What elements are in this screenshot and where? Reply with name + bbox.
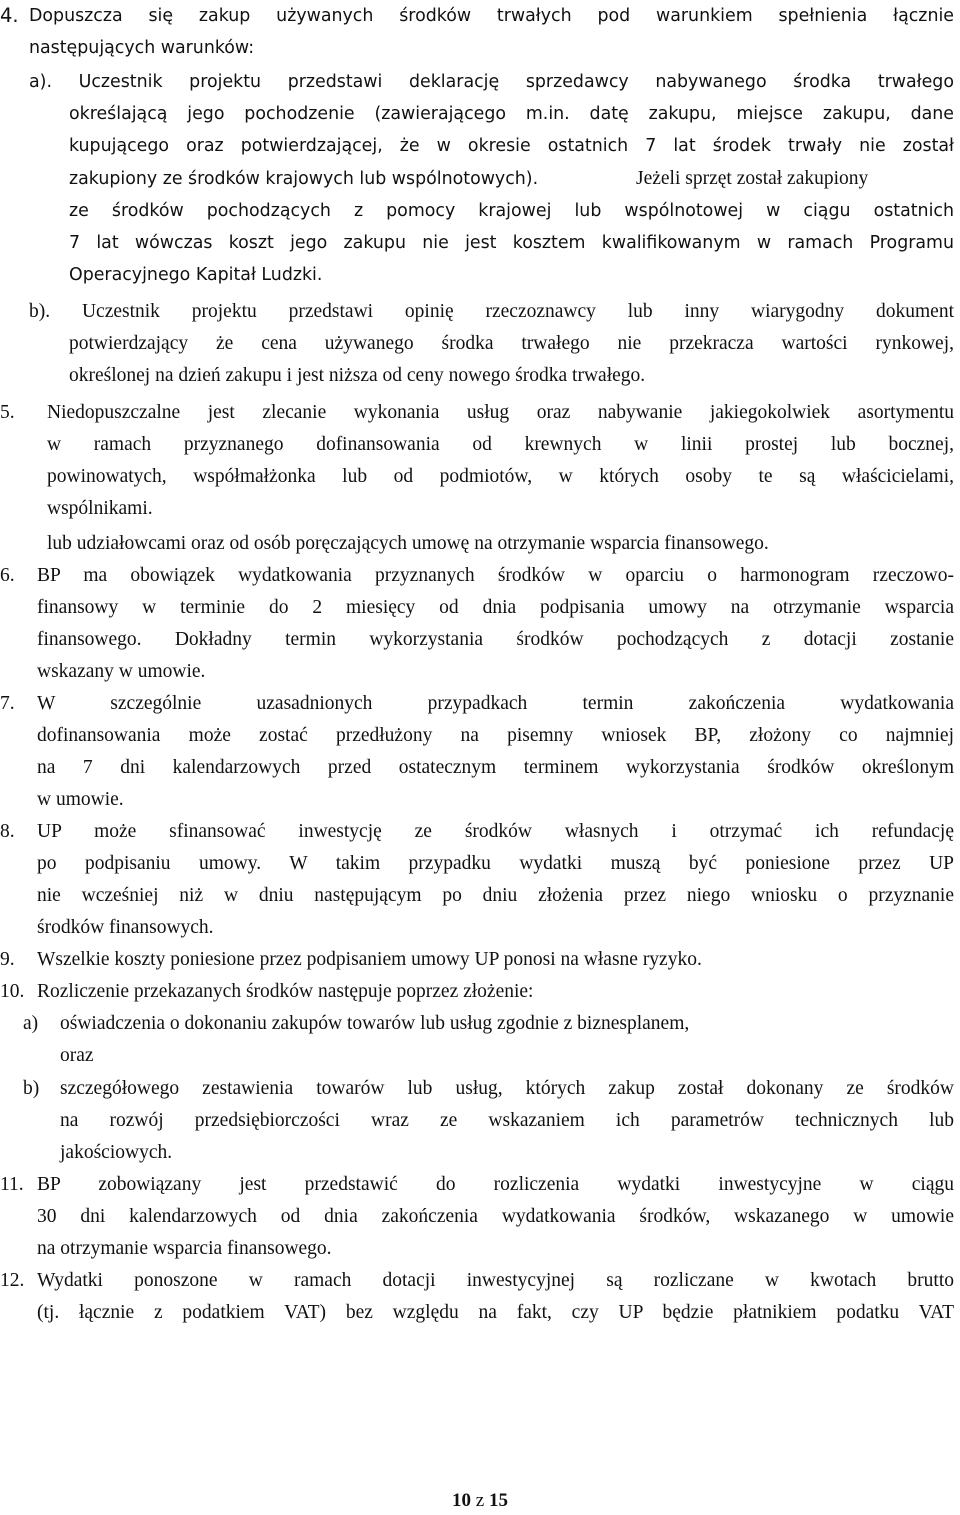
paragraph-line: dofinansowania może zostać przedłużony na pisemny wniosek BP, złożony co najmniej	[37, 725, 954, 746]
paragraph-line: określonej na dzień zakupu i jest niższa od ceny nowego środka trwałego.	[69, 365, 646, 386]
paragraph-line: a). Uczestnik projektu przedstawi deklarację sprzedawcy nabywanego środka trwałego	[29, 72, 954, 92]
page-current: 10	[452, 1490, 472, 1511]
paragraph-line: określającą jego pochodzenie (zawierającego m.in. datę zakupu, miejsce zakupu, dane	[69, 104, 954, 124]
paragraph-line: Jeżeli sprzęt został zakupiony	[636, 168, 869, 189]
paragraph-line: wspólnikami.	[47, 498, 153, 519]
paragraph-line: (tj. łącznie z podatkiem VAT) bez względu na fakt, czy UP będzie płatnikiem podatku VAT	[37, 1302, 954, 1323]
item-number: 9.	[0, 949, 15, 970]
paragraph-line: szczegółowego zestawienia towarów lub usług, których zakup został dokonany ze środków	[60, 1078, 954, 1099]
paragraph-line: Operacyjnego Kapitał Ludzki.	[69, 265, 323, 285]
item-number: 8.	[0, 821, 15, 842]
paragraph-line: na otrzymanie wsparcia finansowego.	[37, 1238, 332, 1259]
paragraph-line: oraz	[60, 1045, 94, 1066]
paragraph-line: BP ma obowiązek wydatkowania przyznanych środków w oparciu o harmonogram rzeczowo-	[37, 565, 954, 586]
paragraph-line: finansowego. Dokładny termin wykorzystania środków pochodzących z dotacji zostanie	[37, 629, 954, 650]
paragraph-line: b). Uczestnik projektu przedstawi opinię rzeczoznawcy lub inny wiarygodny dokument	[29, 301, 954, 322]
paragraph-line: powinowatych, współmałżonka lub od podmiotów, w których osoby te są właścicielami,	[47, 466, 954, 487]
paragraph-line: UP może sfinansować inwestycję ze środków własnych i otrzymać ich refundację	[37, 821, 954, 842]
subitem-label: a)	[23, 1013, 39, 1034]
subitem-label: b)	[23, 1078, 40, 1099]
item-number: 6.	[0, 565, 15, 586]
paragraph-line: lub udziałowcami oraz od osób poręczających umowę na otrzymanie wsparcia finansowego.	[47, 533, 769, 554]
paragraph-line: W szczególnie uzasadnionych przypadkach termin zakończenia wydatkowania	[37, 693, 954, 714]
paragraph-line: oświadczenia o dokonaniu zakupów towarów lub usług zgodnie z biznesplanem,	[60, 1013, 690, 1034]
paragraph-line: jakościowych.	[60, 1142, 173, 1163]
paragraph-line: ze środków pochodzących z pomocy krajowej lub wspólnotowej w ciągu ostatnich	[69, 201, 954, 221]
item-number: 4.	[0, 4, 19, 27]
paragraph-line: po podpisaniu umowy. W takim przypadku wydatki muszą być poniesione przez UP	[37, 853, 954, 874]
paragraph-line: w ramach przyznanego dofinansowania od krewnych w linii prostej lub bocznej,	[47, 434, 954, 455]
paragraph-line: na 7 dni kalendarzowych przed ostatecznym terminem wykorzystania środków określonym	[37, 757, 954, 778]
paragraph-line: Dopuszcza się zakup używanych środków trwałych pod warunkiem spełnienia łącznie	[29, 6, 954, 26]
item-number: 5.	[0, 402, 15, 423]
paragraph-line: środków finansowych.	[37, 917, 214, 938]
paragraph-line: następujących warunków:	[29, 38, 255, 58]
paragraph-line: w umowie.	[37, 789, 124, 810]
paragraph-line: Wydatki ponoszone w ramach dotacji inwestycyjnej są rozliczane w kwotach brutto	[37, 1270, 954, 1291]
paragraph-line: na rozwój przedsiębiorczości wraz ze wskazaniem ich parametrów technicznych lub	[60, 1110, 954, 1131]
item-number: 7.	[0, 693, 15, 714]
paragraph-line: wskazany w umowie.	[37, 661, 206, 682]
page-separator: z	[475, 1490, 485, 1511]
item-number: 12.	[0, 1270, 25, 1291]
paragraph-line: kupującego oraz potwierdzającej, że w okresie ostatnich 7 lat środek trwały nie został	[69, 136, 954, 156]
paragraph-line: Wszelkie koszty poniesione przez podpisaniem umowy UP ponosi na własne ryzyko.	[37, 949, 702, 970]
paragraph-line: potwierdzający że cena używanego środka trwałego nie przekracza wartości rynkowej,	[69, 333, 954, 354]
paragraph-line: Rozliczenie przekazanych środków następuje poprzez złożenie:	[37, 981, 534, 1002]
page-number	[0, 1487, 960, 1515]
paragraph-line: 7 lat wówczas koszt jego zakupu nie jest kosztem kwalifikowanym w ramach Programu	[69, 233, 954, 253]
item-number: 10.	[0, 981, 25, 1002]
paragraph-line: Niedopuszczalne jest zlecanie wykonania usług oraz nabywanie jakiegokolwiek asortymentu	[47, 402, 954, 423]
paragraph-line: zakupiony ze środków krajowych lub wspólnotowych).	[69, 169, 539, 189]
page-total: 15	[488, 1490, 508, 1511]
paragraph-line: nie wcześniej niż w dniu następującym po dniu złożenia przez niego wniosku o przyznanie	[37, 885, 954, 906]
paragraph-line: finansowy w terminie do 2 miesięcy od dnia podpisania umowy na otrzymanie wsparcia	[37, 597, 954, 618]
paragraph-line: 30 dni kalendarzowych od dnia zakończenia wydatkowania środków, wskazanego w umowie	[37, 1206, 954, 1227]
paragraph-line: BP zobowiązany jest przedstawić do rozliczenia wydatki inwestycyjne w ciągu	[37, 1174, 954, 1195]
item-number: 11.	[0, 1174, 24, 1195]
